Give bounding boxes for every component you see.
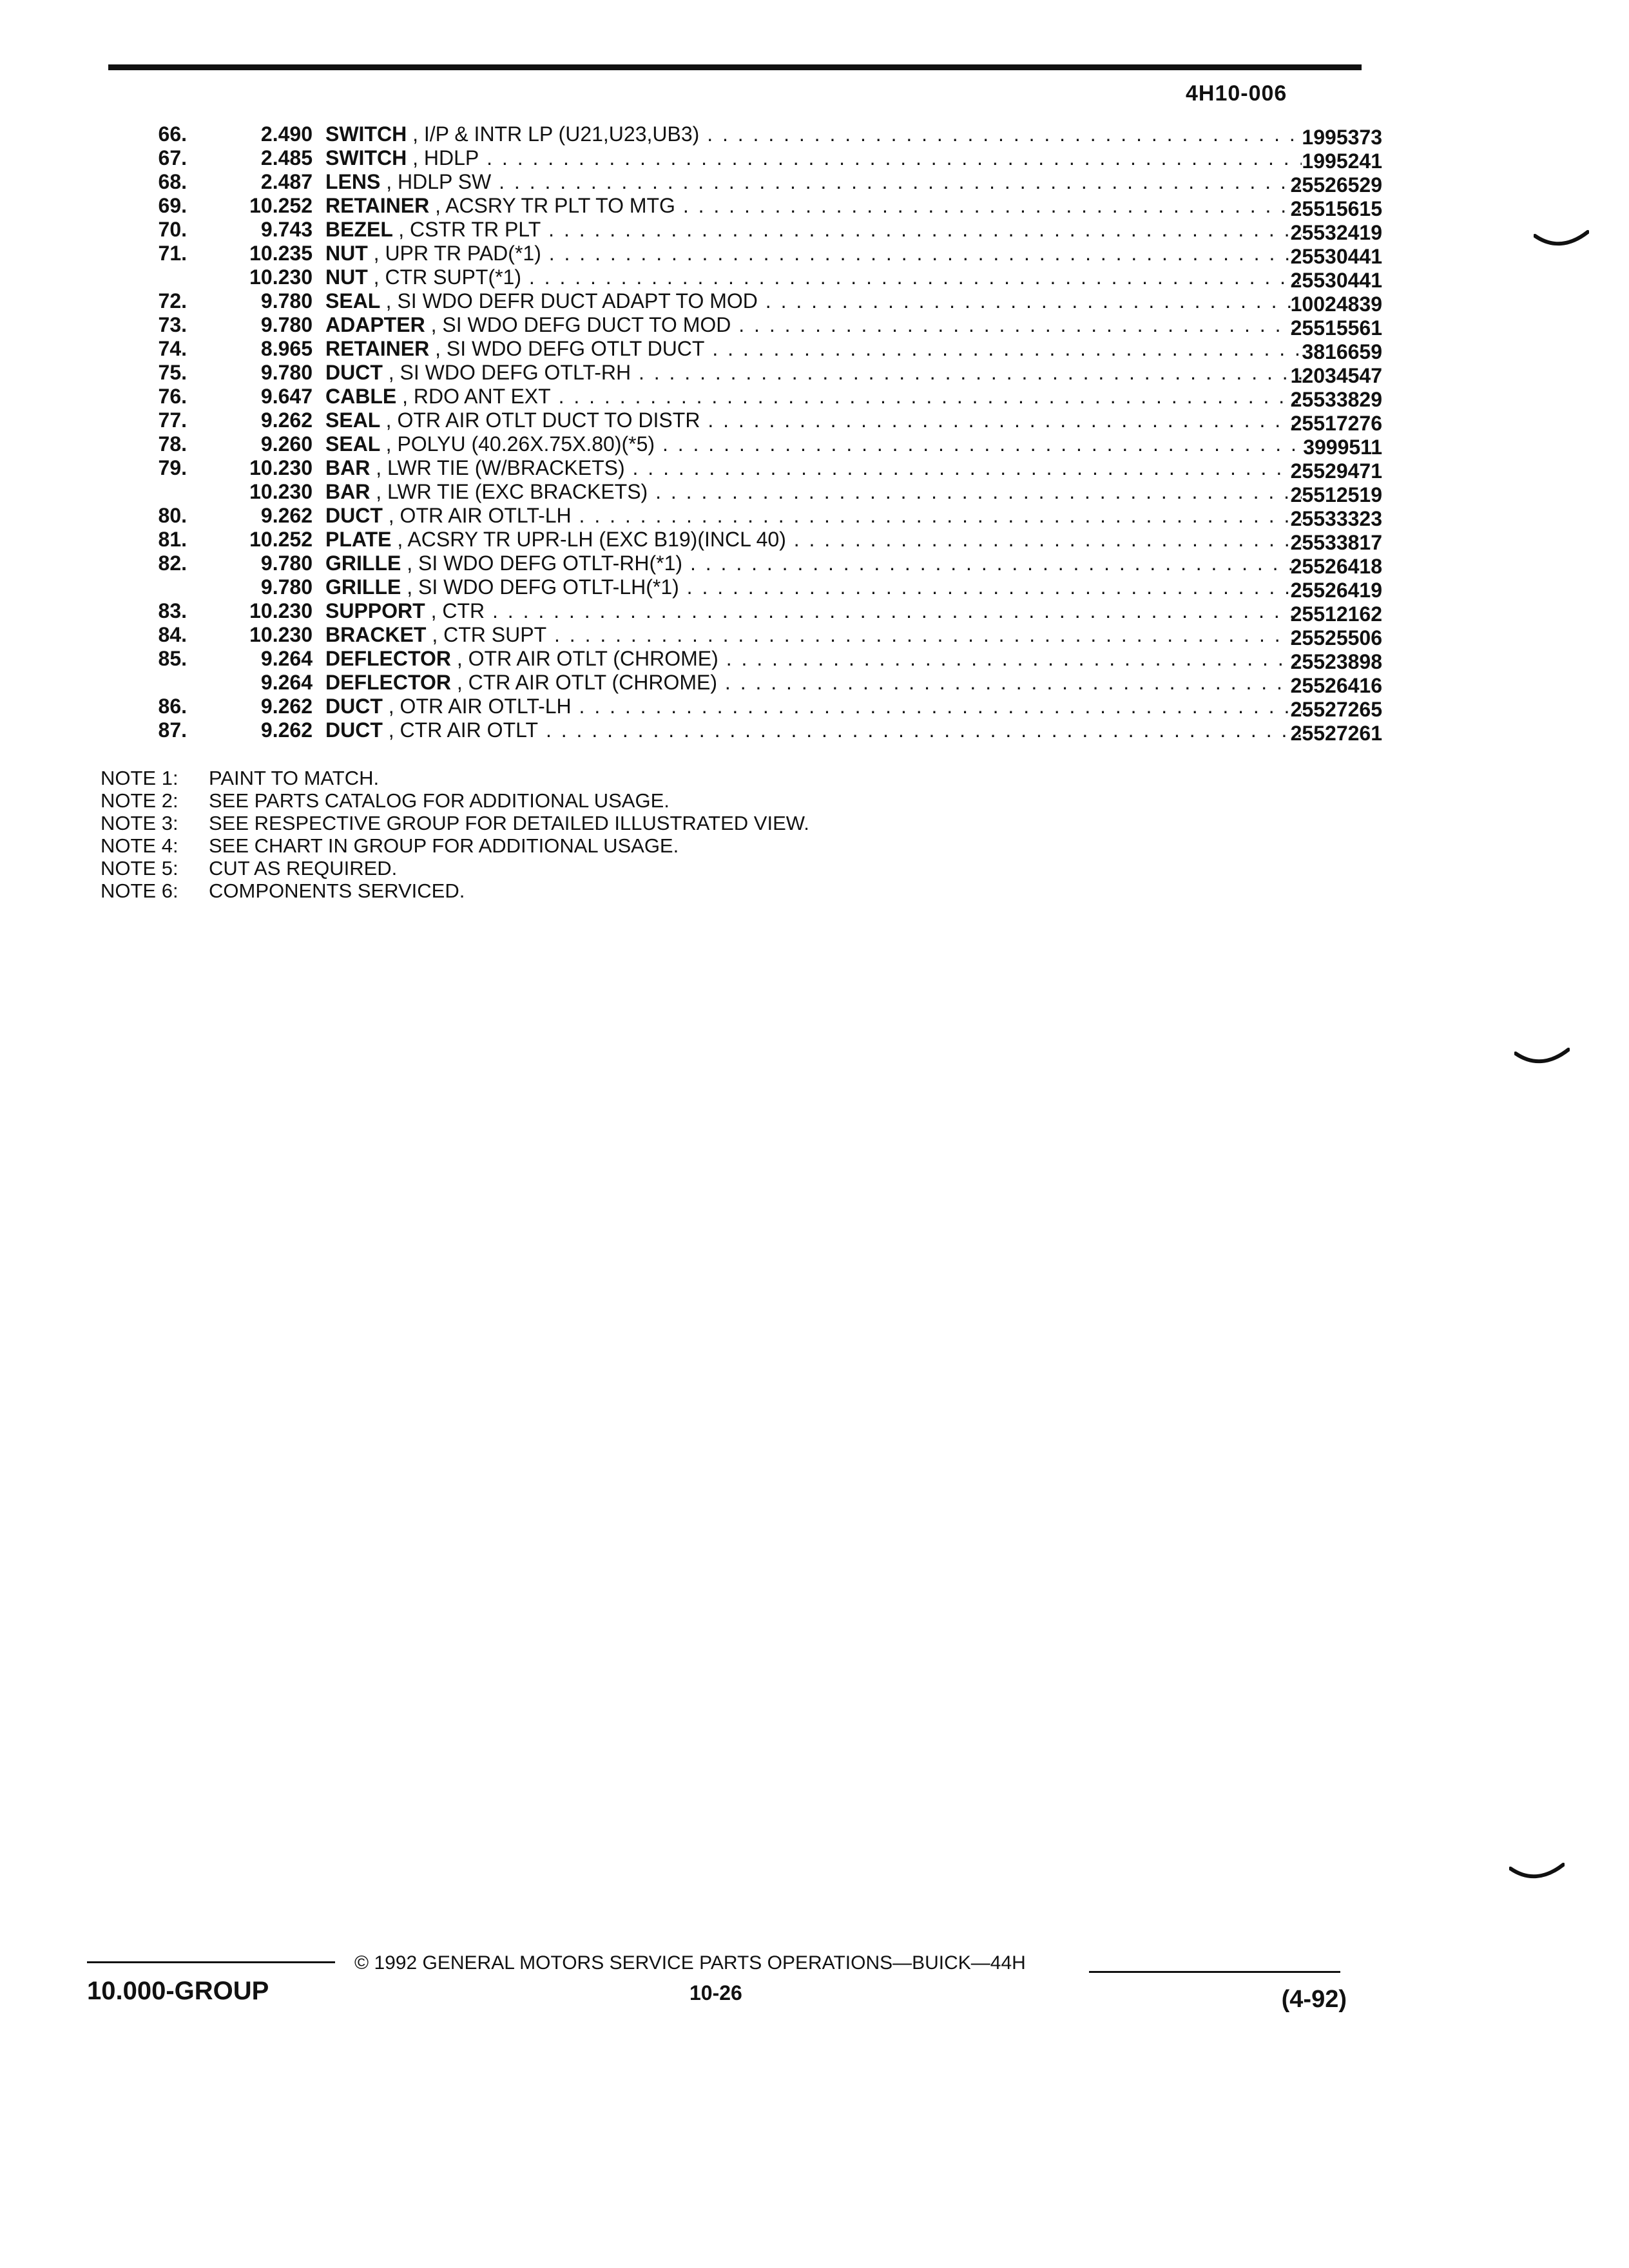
part-description xyxy=(325,265,1302,289)
part-noun: BAR xyxy=(325,480,371,503)
part-noun: DUCT xyxy=(325,504,383,527)
parts-row xyxy=(97,647,1382,673)
item-number: 76. xyxy=(158,385,187,408)
part-noun: BRACKET xyxy=(325,623,427,646)
part-number: 25532419 xyxy=(1290,221,1382,244)
reference-number: 8.965 xyxy=(260,337,313,360)
part-modifier: , CTR AIR OTLT xyxy=(388,718,539,742)
item-number: 82. xyxy=(158,552,187,575)
note-text: CUT AS REQUIRED. xyxy=(209,857,398,879)
part-description xyxy=(325,122,1302,146)
item-number: 75. xyxy=(158,361,187,384)
part-number: 25515561 xyxy=(1290,316,1382,340)
part-number: 25529471 xyxy=(1290,459,1382,483)
part-noun: SWITCH xyxy=(325,146,407,169)
parts-row xyxy=(97,146,1382,173)
reference-number: 9.780 xyxy=(260,552,313,575)
part-description xyxy=(325,575,1302,599)
part-description xyxy=(325,313,1302,337)
part-number: 25517276 xyxy=(1290,412,1382,435)
reference-number: 9.262 xyxy=(260,718,313,742)
part-description xyxy=(325,671,1302,695)
item-number: 85. xyxy=(158,647,187,670)
part-noun: RETAINER xyxy=(325,194,430,217)
part-modifier: , UPR TR PAD(*1) xyxy=(373,242,541,265)
part-modifier: , HDLP xyxy=(412,146,479,169)
reference-number: 10.230 xyxy=(249,265,313,289)
reference-number: 2.487 xyxy=(260,170,313,193)
part-modifier: , POLYU (40.26X.75X.80)(*5) xyxy=(385,432,655,456)
footer-rule-left xyxy=(87,1961,335,1963)
item-number: 73. xyxy=(158,313,187,336)
parts-row xyxy=(97,552,1382,578)
note-row xyxy=(101,879,1132,902)
part-noun: BAR xyxy=(325,456,371,479)
part-description xyxy=(325,337,1302,361)
note-label: NOTE 3: xyxy=(101,812,178,834)
part-modifier: , HDLP SW xyxy=(386,170,492,193)
part-noun: RETAINER xyxy=(325,337,430,360)
notes-list xyxy=(101,767,1132,902)
part-description xyxy=(325,552,1302,575)
part-modifier: , I/P & INTR LP (U21,U23,UB3) xyxy=(412,122,700,146)
part-noun: BEZEL xyxy=(325,218,393,241)
reference-number: 9.262 xyxy=(260,695,313,718)
parts-row xyxy=(97,337,1382,363)
parts-row xyxy=(97,408,1382,435)
part-description xyxy=(325,361,1302,385)
reference-number: 2.485 xyxy=(260,146,313,169)
item-number: 81. xyxy=(158,528,187,551)
part-number: 25526416 xyxy=(1290,674,1382,697)
part-modifier: , RDO ANT EXT xyxy=(402,385,551,408)
part-description xyxy=(325,504,1302,528)
part-noun: NUT xyxy=(325,265,368,289)
part-noun: SEAL xyxy=(325,289,380,312)
part-description xyxy=(325,695,1302,718)
part-description xyxy=(325,218,1302,242)
part-description xyxy=(325,456,1302,480)
part-number: 3816659 xyxy=(1302,340,1382,363)
part-number: 3999511 xyxy=(1303,436,1382,459)
part-number: 25512162 xyxy=(1290,602,1382,626)
binding-hook-icon xyxy=(1514,1047,1570,1065)
reference-number: 10.252 xyxy=(249,528,313,551)
note-text: SEE PARTS CATALOG FOR ADDITIONAL USAGE. xyxy=(209,789,670,812)
part-number: 25533323 xyxy=(1290,507,1382,530)
reference-number: 10.230 xyxy=(249,623,313,646)
part-number: 25526529 xyxy=(1290,173,1382,197)
item-number: 77. xyxy=(158,408,187,432)
part-modifier: , SI WDO DEFG OTLT DUCT xyxy=(435,337,705,360)
part-noun: DEFLECTOR xyxy=(325,647,451,670)
part-number: 25525506 xyxy=(1290,626,1382,649)
part-number: 25533817 xyxy=(1290,531,1382,554)
binding-hook-icon xyxy=(1509,1862,1565,1880)
reference-number: 9.743 xyxy=(260,218,313,241)
parts-row xyxy=(97,623,1382,649)
parts-row xyxy=(97,528,1382,554)
parts-row xyxy=(97,122,1382,149)
note-text: SEE RESPECTIVE GROUP FOR DETAILED ILLUSTRATED VIEW. xyxy=(209,812,809,834)
item-number: 66. xyxy=(158,122,187,146)
reference-number: 9.262 xyxy=(260,504,313,527)
part-modifier: , CTR SUPT xyxy=(432,623,547,646)
part-noun: DUCT xyxy=(325,718,383,742)
part-modifier: , LWR TIE (W/BRACKETS) xyxy=(376,456,625,479)
note-label: NOTE 2: xyxy=(101,789,178,812)
item-number: 83. xyxy=(158,599,187,622)
part-modifier: , ACSRY TR PLT TO MTG xyxy=(435,194,675,217)
part-description xyxy=(325,385,1302,408)
reference-number: 9.780 xyxy=(260,575,313,599)
parts-row xyxy=(97,575,1382,602)
item-number: 69. xyxy=(158,194,187,217)
part-description xyxy=(325,289,1302,313)
part-number: 10024839 xyxy=(1290,293,1382,316)
page-number: 10-26 xyxy=(689,1981,742,2004)
part-noun: GRILLE xyxy=(325,575,401,599)
note-row xyxy=(101,857,1132,879)
part-number: 1995241 xyxy=(1302,149,1382,173)
part-number: 25515615 xyxy=(1290,197,1382,220)
reference-number: 9.780 xyxy=(260,289,313,312)
reference-number: 10.230 xyxy=(249,456,313,479)
note-text: COMPONENTS SERVICED. xyxy=(209,879,465,902)
parts-row xyxy=(97,456,1382,483)
part-modifier: , CTR AIR OTLT (CHROME) xyxy=(456,671,718,694)
part-noun: NUT xyxy=(325,242,368,265)
part-noun: DEFLECTOR xyxy=(325,671,451,694)
note-row xyxy=(101,767,1132,789)
reference-number: 9.264 xyxy=(260,671,313,694)
part-noun: LENS xyxy=(325,170,381,193)
part-description xyxy=(325,242,1302,265)
part-noun: ADAPTER xyxy=(325,313,425,336)
part-modifier: , OTR AIR OTLT-LH xyxy=(388,695,572,718)
part-description xyxy=(325,146,1302,170)
note-label: NOTE 1: xyxy=(101,767,178,789)
part-modifier: , SI WDO DEFR DUCT ADAPT TO MOD xyxy=(385,289,758,312)
note-text: PAINT TO MATCH. xyxy=(209,767,380,789)
part-modifier: , SI WDO DEFG OTLT-RH(*1) xyxy=(407,552,683,575)
part-modifier: , CSTR TR PLT xyxy=(398,218,541,241)
part-modifier: , SI WDO DEFG OTLT-LH(*1) xyxy=(407,575,679,599)
parts-row xyxy=(97,480,1382,506)
parts-row xyxy=(97,718,1382,745)
note-row xyxy=(101,812,1132,834)
reference-number: 9.780 xyxy=(260,313,313,336)
item-number: 70. xyxy=(158,218,187,241)
part-modifier: , SI WDO DEFG OTLT-RH xyxy=(388,361,631,384)
part-modifier: , OTR AIR OTLT (CHROME) xyxy=(456,647,718,670)
top-rule xyxy=(108,64,1362,70)
reference-number: 9.262 xyxy=(260,408,313,432)
revision-date: (4-92) xyxy=(1281,1986,1347,2013)
part-noun: GRILLE xyxy=(325,552,401,575)
parts-row xyxy=(97,313,1382,340)
parts-row xyxy=(97,194,1382,220)
part-number: 12034547 xyxy=(1290,364,1382,387)
parts-row xyxy=(97,265,1382,292)
part-description xyxy=(325,194,1302,218)
part-number: 1995373 xyxy=(1302,126,1382,149)
part-description xyxy=(325,718,1302,742)
parts-row xyxy=(97,170,1382,197)
part-noun: SEAL xyxy=(325,408,380,432)
parts-row xyxy=(97,289,1382,316)
footer-group: 10.000-GROUP xyxy=(87,1977,269,2005)
item-number: 67. xyxy=(158,146,187,169)
item-number: 68. xyxy=(158,170,187,193)
item-number: 86. xyxy=(158,695,187,718)
reference-number: 9.260 xyxy=(260,432,313,456)
parts-row xyxy=(97,432,1382,459)
part-noun: PLATE xyxy=(325,528,392,551)
part-number: 25530441 xyxy=(1290,269,1382,292)
part-modifier: , CTR SUPT(*1) xyxy=(373,265,521,289)
part-modifier: , LWR TIE (EXC BRACKETS) xyxy=(376,480,648,503)
part-description xyxy=(325,432,1302,456)
part-noun: SUPPORT xyxy=(325,599,425,622)
item-number: 79. xyxy=(158,456,187,479)
footer-copyright: © 1992 GENERAL MOTORS SERVICE PARTS OPERATIONS—BUICK—44H xyxy=(354,1952,1026,1974)
parts-row xyxy=(97,504,1382,530)
reference-code: 4H10-006 xyxy=(1186,81,1287,106)
item-number: 78. xyxy=(158,432,187,456)
parts-row xyxy=(97,695,1382,721)
reference-number: 9.780 xyxy=(260,361,313,384)
item-number: 84. xyxy=(158,623,187,646)
item-number: 74. xyxy=(158,337,187,360)
part-number: 25523898 xyxy=(1290,650,1382,673)
item-number: 72. xyxy=(158,289,187,312)
parts-row xyxy=(97,218,1382,244)
part-number: 25530441 xyxy=(1290,245,1382,268)
part-number: 25512519 xyxy=(1290,483,1382,506)
part-modifier: , ACSRY TR UPR-LH (EXC B19)(INCL 40) xyxy=(397,528,786,551)
part-description xyxy=(325,528,1302,552)
reference-number: 2.490 xyxy=(260,122,313,146)
part-description xyxy=(325,170,1302,194)
part-number: 25526419 xyxy=(1290,579,1382,602)
part-description xyxy=(325,623,1302,647)
binding-hook-icon xyxy=(1534,229,1589,247)
note-text: SEE CHART IN GROUP FOR ADDITIONAL USAGE. xyxy=(209,834,679,857)
part-noun: DUCT xyxy=(325,695,383,718)
parts-list xyxy=(97,122,1382,745)
footer-rule-right xyxy=(1089,1971,1340,1973)
parts-row xyxy=(97,671,1382,697)
part-modifier: , SI WDO DEFG DUCT TO MOD xyxy=(430,313,731,336)
part-number: 25533829 xyxy=(1290,388,1382,411)
reference-number: 10.230 xyxy=(249,599,313,622)
note-label: NOTE 4: xyxy=(101,834,178,857)
part-number: 25527265 xyxy=(1290,698,1382,721)
reference-number: 9.647 xyxy=(260,385,313,408)
part-noun: SEAL xyxy=(325,432,380,456)
part-number: 25527261 xyxy=(1290,722,1382,745)
part-modifier: , OTR AIR OTLT-LH xyxy=(388,504,572,527)
item-number: 80. xyxy=(158,504,187,527)
part-noun: SWITCH xyxy=(325,122,407,146)
part-description xyxy=(325,647,1302,671)
note-row xyxy=(101,789,1132,812)
part-noun: CABLE xyxy=(325,385,397,408)
note-row xyxy=(101,834,1132,857)
item-number: 71. xyxy=(158,242,187,265)
reference-number: 9.264 xyxy=(260,647,313,670)
part-description xyxy=(325,408,1302,432)
note-label: NOTE 5: xyxy=(101,857,178,879)
part-modifier: , OTR AIR OTLT DUCT TO DISTR xyxy=(385,408,700,432)
parts-row xyxy=(97,385,1382,411)
reference-number: 10.230 xyxy=(249,480,313,503)
parts-row xyxy=(97,599,1382,626)
parts-row xyxy=(97,242,1382,268)
part-modifier: , CTR xyxy=(430,599,485,622)
item-number: 87. xyxy=(158,718,187,742)
note-label: NOTE 6: xyxy=(101,879,178,902)
part-noun: DUCT xyxy=(325,361,383,384)
part-description xyxy=(325,599,1302,623)
parts-row xyxy=(97,361,1382,387)
part-number: 25526418 xyxy=(1290,555,1382,578)
reference-number: 10.235 xyxy=(249,242,313,265)
part-description xyxy=(325,480,1302,504)
reference-number: 10.252 xyxy=(249,194,313,217)
